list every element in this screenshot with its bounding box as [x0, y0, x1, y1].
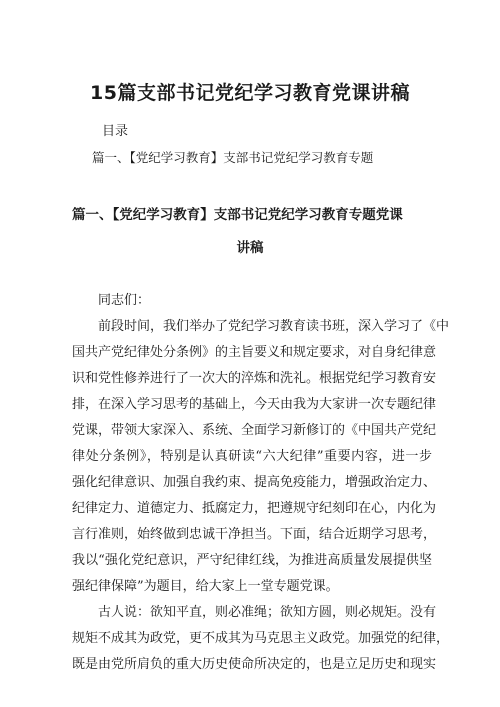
text-line: 古人说：欲知平直，则必准绳；欲知方圆，则必规矩。没有: [98, 605, 437, 620]
text-line: 党课，带领大家深入、系统、全面学习新修订的《中国共产党纪: [72, 423, 437, 438]
toc-label: 目录: [102, 124, 129, 139]
text-line: 律处分条例》，特别是认真研读“六大纪律”重要内容，进一步: [72, 449, 432, 464]
text-line: 强纪律保障”为题目，给大家上一堂专题党课。: [72, 579, 339, 594]
section-title-continued: 讲稿: [236, 240, 264, 256]
text-line: 排，在深入学习思考的基础上，今天由我为大家讲一次专题纪律: [72, 397, 437, 412]
section-title: 篇一、【党纪学习教育】支部书记党纪学习教育专题党课: [72, 207, 403, 223]
greeting: 同志们：: [98, 293, 151, 308]
text-line: 我以“强化党纪意识，严守纪律红线，为推进高质量发展提供坚: [72, 553, 432, 568]
text-line: 强化纪律意识、加强自我约束、提高免疫能力，增强政治定力、: [72, 475, 437, 490]
text-line: 既是由党所肩负的重大历史使命所决定的，也是立足历史和现实: [72, 657, 437, 672]
text-line: 国共产党纪律处分条例》的主旨要义和规定要求，对自身纪律意: [72, 345, 437, 360]
text-line: 识和党性修养进行了一次大的淬炼和洗礼。根据党纪学习教育安: [72, 371, 437, 386]
text-line: 纪律定力、道德定力、抵腐定力，把遵规守纪刻印在心，内化为: [72, 501, 437, 516]
toc-item[interactable]: 篇一、【党纪学习教育】支部书记党纪学习教育专题: [92, 150, 374, 165]
text-line: 规矩不成其为政党，更不成其为马克思主义政党。加强党的纪律，: [72, 631, 450, 646]
text-line: 言行准则，始终做到忠诚干净担当。下面，结合近期学习思考，: [72, 527, 437, 542]
text-line: 前段时间，我们举办了党纪学习教育读书班，深入学习了《中: [98, 319, 450, 334]
document-title: 15篇支部书记党纪学习教育党课讲稿: [90, 82, 410, 104]
